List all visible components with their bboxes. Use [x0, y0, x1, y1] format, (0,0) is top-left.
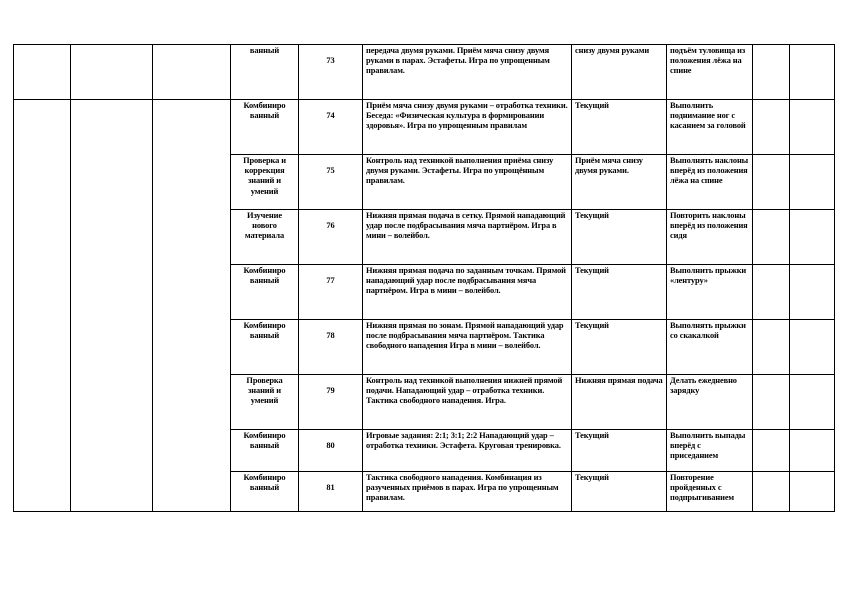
control-type-cell: Текущий: [572, 320, 667, 375]
empty-cell: [153, 45, 231, 100]
lesson-content-cell: передача двумя руками. Приём мяча снизу двумя руками в парах. Эстафеты. Игра по упрощенным правилам.: [363, 45, 572, 100]
control-type-cell: Текущий: [572, 472, 667, 512]
lesson-content-cell: Нижняя прямая подача в сетку. Прямой нападающий удар после подбрасывания мяча партнёром. Игра в мини – волейбол.: [363, 210, 572, 265]
empty-cell: [753, 472, 790, 512]
empty-cell: [753, 265, 790, 320]
lesson-type-cell: Комбиниро ванный: [231, 100, 299, 155]
empty-cell: [790, 265, 835, 320]
empty-cell: [790, 320, 835, 375]
control-type-cell: Текущий: [572, 430, 667, 472]
lesson-type-cell: Комбиниро ванный: [231, 472, 299, 512]
lesson-content-cell: Контроль над техникой выполнения нижней прямой подачи. Нападающий удар – отработка техники. Тактика свободного нападения. Игра.: [363, 375, 572, 430]
homework-cell: Выполнять наклоны вперёд из положения лёжа на спине: [667, 155, 753, 210]
lesson-number-cell: [299, 472, 363, 512]
lesson-number: 80: [326, 441, 335, 450]
lesson-content-cell: Нижняя прямая подача по заданным точкам. Прямой нападающий удар после подбрасывания мяча партнёром. Игра в мини – волейбол.: [363, 265, 572, 320]
control-type-cell: Текущий: [572, 265, 667, 320]
lesson-type-cell: Изучение нового материала: [231, 210, 299, 265]
empty-cell: [14, 45, 71, 100]
lesson-plan-table: [13, 44, 835, 512]
empty-cell: [153, 100, 231, 512]
homework-cell: Выполнить поднимание ног с касанием за головой: [667, 100, 753, 155]
lesson-content-cell: Нижняя прямая по зонам. Прямой нападающий удар после подбрасывания мяча партнёром. Тактика свободного нападения Игра в мини – волейбол.: [363, 320, 572, 375]
lesson-type-cell: Проверка и коррекция знаний и умений: [231, 155, 299, 210]
empty-cell: [790, 375, 835, 430]
homework-cell: подъём туловища из положения лёжа на спине: [667, 45, 753, 100]
lesson-number: 79: [326, 386, 335, 395]
empty-cell: [753, 375, 790, 430]
empty-cell: [71, 100, 153, 512]
empty-cell: [790, 472, 835, 512]
lesson-number-cell: [299, 320, 363, 375]
empty-cell: [790, 45, 835, 100]
control-type-cell: Текущий: [572, 100, 667, 155]
empty-cell: [753, 155, 790, 210]
lesson-type-cell: Проверка знаний и умений: [231, 375, 299, 430]
empty-cell: [14, 100, 71, 512]
lesson-content-cell: Игровые задания: 2:1; 3:1; 2:2 Нападающий удар – отработка техники. Эстафета. Круговая тренировка.: [363, 430, 572, 472]
lesson-number-cell: [299, 265, 363, 320]
lesson-number: 77: [326, 276, 335, 285]
empty-cell: [753, 100, 790, 155]
table-row: [14, 100, 835, 155]
empty-cell: [753, 45, 790, 100]
empty-cell: [753, 430, 790, 472]
homework-cell: Выполнять прыжки со скакалкой: [667, 320, 753, 375]
lesson-number-cell: [299, 430, 363, 472]
empty-cell: [790, 210, 835, 265]
control-type-cell: Приём мяча снизу двумя руками.: [572, 155, 667, 210]
lesson-number: 81: [326, 483, 335, 492]
table-row: [14, 45, 835, 100]
control-type-cell: Нижняя прямая подача: [572, 375, 667, 430]
homework-cell: Повторение пройденных с подпрыгиванием: [667, 472, 753, 512]
homework-cell: Делать ежедневно зарядку: [667, 375, 753, 430]
empty-cell: [753, 210, 790, 265]
lesson-number: 73: [326, 56, 335, 65]
lesson-number-cell: [299, 100, 363, 155]
lesson-type-cell: Комбиниро ванный: [231, 265, 299, 320]
empty-cell: [790, 155, 835, 210]
empty-cell: [753, 320, 790, 375]
empty-cell: [790, 430, 835, 472]
control-type-cell: Текущий: [572, 210, 667, 265]
lesson-number-cell: [299, 155, 363, 210]
lesson-type-cell: ванный: [231, 45, 299, 100]
control-type-cell: снизу двумя руками: [572, 45, 667, 100]
empty-cell: [790, 100, 835, 155]
lesson-content-cell: Приём мяча снизу двумя руками – отработка техники. Беседа: «Физическая культура в формировании здоровья». Игра по упрощенным правилам: [363, 100, 572, 155]
homework-cell: Выполнить выпады вперёд с приседанием: [667, 430, 753, 472]
lesson-number-cell: [299, 375, 363, 430]
lesson-number: 78: [326, 331, 335, 340]
empty-cell: [71, 45, 153, 100]
lesson-number: 74: [326, 111, 335, 120]
homework-cell: Повторить наклоны вперёд из положения сидя: [667, 210, 753, 265]
homework-cell: Выполнить прыжки «лентуру»: [667, 265, 753, 320]
lesson-type-cell: Комбиниро ванный: [231, 320, 299, 375]
lesson-content-cell: Тактика свободного нападения. Комбинация из разученных приёмов в парах. Игра по упрощенным правилам.: [363, 472, 572, 512]
lesson-content-cell: Контроль над техникой выполнения приёма снизу двумя руками. Эстафеты. Игра по упрощённым правилам.: [363, 155, 572, 210]
lesson-type-cell: Комбиниро ванный: [231, 430, 299, 472]
lesson-number-cell: [299, 45, 363, 100]
lesson-number: 76: [326, 221, 335, 230]
lesson-number-cell: [299, 210, 363, 265]
lesson-number: 75: [326, 166, 335, 175]
